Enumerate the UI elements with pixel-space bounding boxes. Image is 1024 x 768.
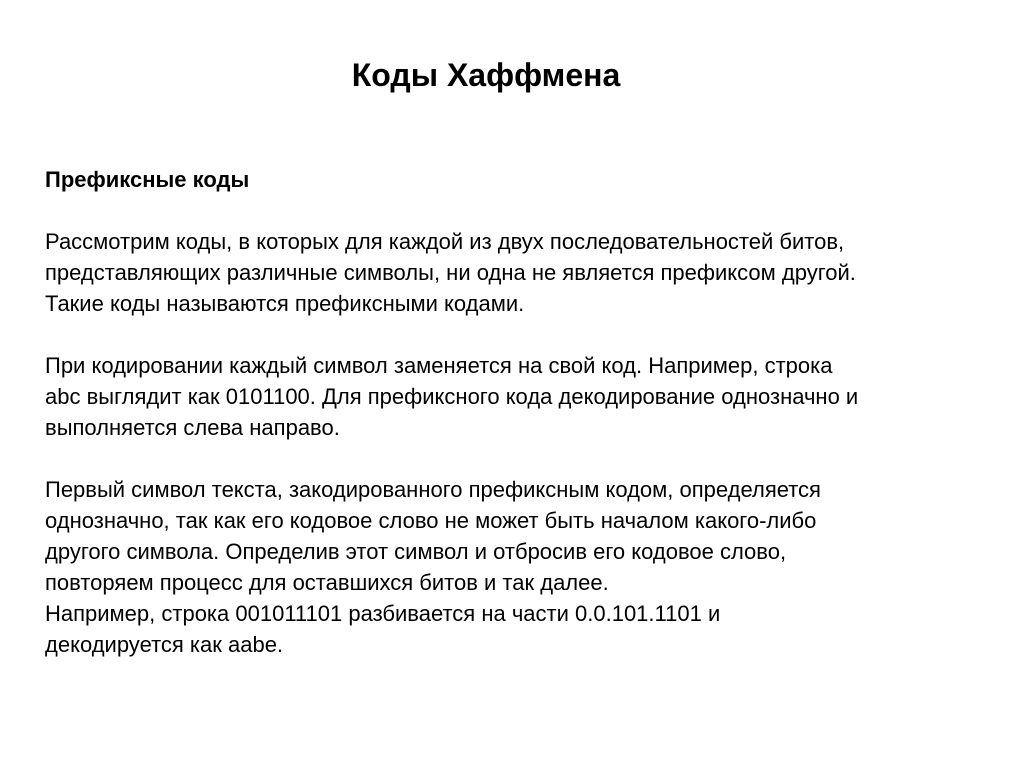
text-line: При кодировании каждый символ заменяется на свой код. Например, строка — [45, 353, 833, 378]
paragraph-decoding — [45, 474, 1015, 660]
spacer — [45, 195, 1015, 226]
paragraph-encoding — [45, 350, 1015, 443]
text-line: представляющих различные символы, ни одна не является префиксом другой. — [45, 260, 856, 285]
text-line: однозначно, так как его кодовое слово не может быть началом какого-либо — [45, 508, 817, 533]
text-line: выполняется слева направо. — [45, 415, 340, 440]
slide-title: Коды Хаффмена — [351, 57, 621, 93]
subheading: Префиксные коды — [45, 167, 250, 192]
text-line: abc выглядит как 0101100. Для префиксного кода декодирование однозначно и — [45, 384, 859, 409]
spacer — [45, 443, 1015, 474]
text-line: другого символа. Определив этот символ и отбросив его кодовое слово, — [45, 539, 787, 564]
slide-content — [45, 164, 1015, 660]
text-line: Например, строка 001011101 разбивается на части 0.0.101.1101 и — [45, 601, 721, 626]
text-line: декодируется как aabe. — [45, 632, 284, 657]
text-line: Такие коды называются префиксными кодами. — [45, 291, 525, 316]
text-line: повторяем процесс для оставшихся битов и так далее. — [45, 570, 609, 595]
spacer — [45, 319, 1015, 350]
text-line: Рассмотрим коды, в которых для каждой из двух последовательностей битов, — [45, 229, 845, 254]
paragraph-prefix-definition — [45, 226, 1015, 319]
text-line: Первый символ текста, закодированного префиксным кодом, определяется — [45, 477, 821, 502]
